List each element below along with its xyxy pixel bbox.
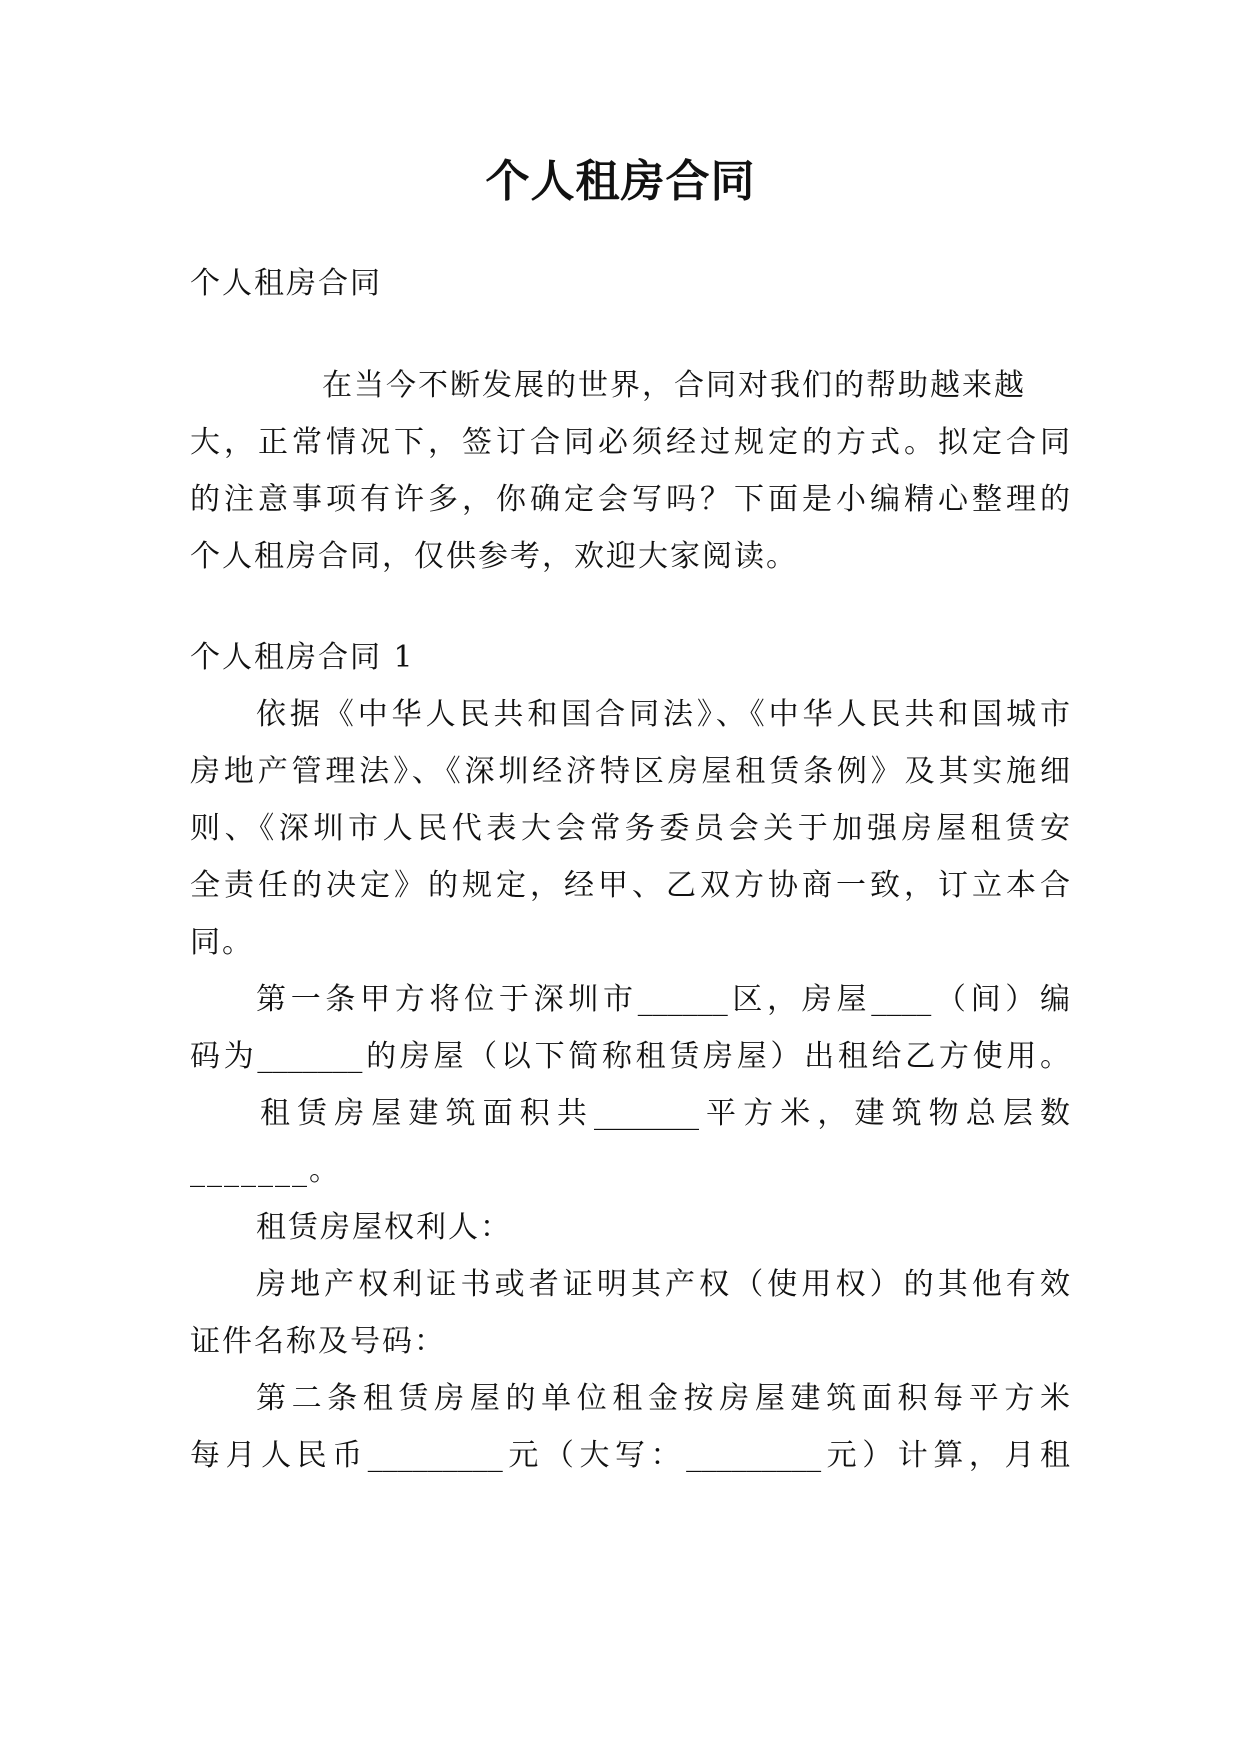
basis-line-2: 房地产管理法》、《深圳经济特区房屋租赁条例》及其实施细 — [190, 754, 1070, 789]
intro-line-2: 大，正常情况下，签订合同必须经过规定的方式。拟定合同 — [190, 425, 1070, 460]
basis-line-3: 则、《深圳市人民代表大会常务委员会关于加强房屋租赁安 — [190, 811, 1070, 846]
section-heading: 个人租房合同 1 — [190, 640, 415, 675]
certificate-line-1: 房地产权利证书或者证明其产权（使用权）的其他有效 — [256, 1267, 1070, 1302]
article1-line-1: 第一条甲方将位于深圳市______区，房屋____（间）编 — [256, 982, 1070, 1017]
basis-line-1: 依据《中华人民共和国合同法》、《中华人民共和国城市 — [256, 697, 1070, 732]
certificate-line-2: 证件名称及号码： — [190, 1324, 446, 1359]
article2-line-2: 每月人民币_________元（大写：_________元）计算，月租 — [190, 1438, 1070, 1473]
intro-line-3: 的注意事项有许多，你确定会写吗？下面是小编精心整理的 — [190, 482, 1070, 517]
owner-line: 租赁房屋权利人： — [256, 1210, 512, 1245]
basis-line-5: 同。 — [190, 925, 254, 960]
area-line-1: 租赁房屋建筑面积共_______平方米，建筑物总层数 — [260, 1096, 1070, 1131]
intro-line-4: 个人租房合同，仅供参考，欢迎大家阅读。 — [190, 539, 798, 574]
area-line-2: _______。 — [190, 1153, 341, 1188]
article2-line-1: 第二条租赁房屋的单位租金按房屋建筑面积每平方米 — [256, 1381, 1070, 1416]
basis-line-4: 全责任的决定》的规定，经甲、乙双方协商一致，订立本合 — [190, 868, 1070, 903]
intro-line-1: 在当今不断发展的世界，合同对我们的帮助越来越 — [322, 368, 1026, 403]
document-subtitle: 个人租房合同 — [190, 266, 382, 301]
article1-line-2: 码为_______的房屋（以下简称租赁房屋）出租给乙方使用。 — [190, 1039, 1070, 1074]
document-title: 个人租房合同 — [485, 156, 756, 207]
